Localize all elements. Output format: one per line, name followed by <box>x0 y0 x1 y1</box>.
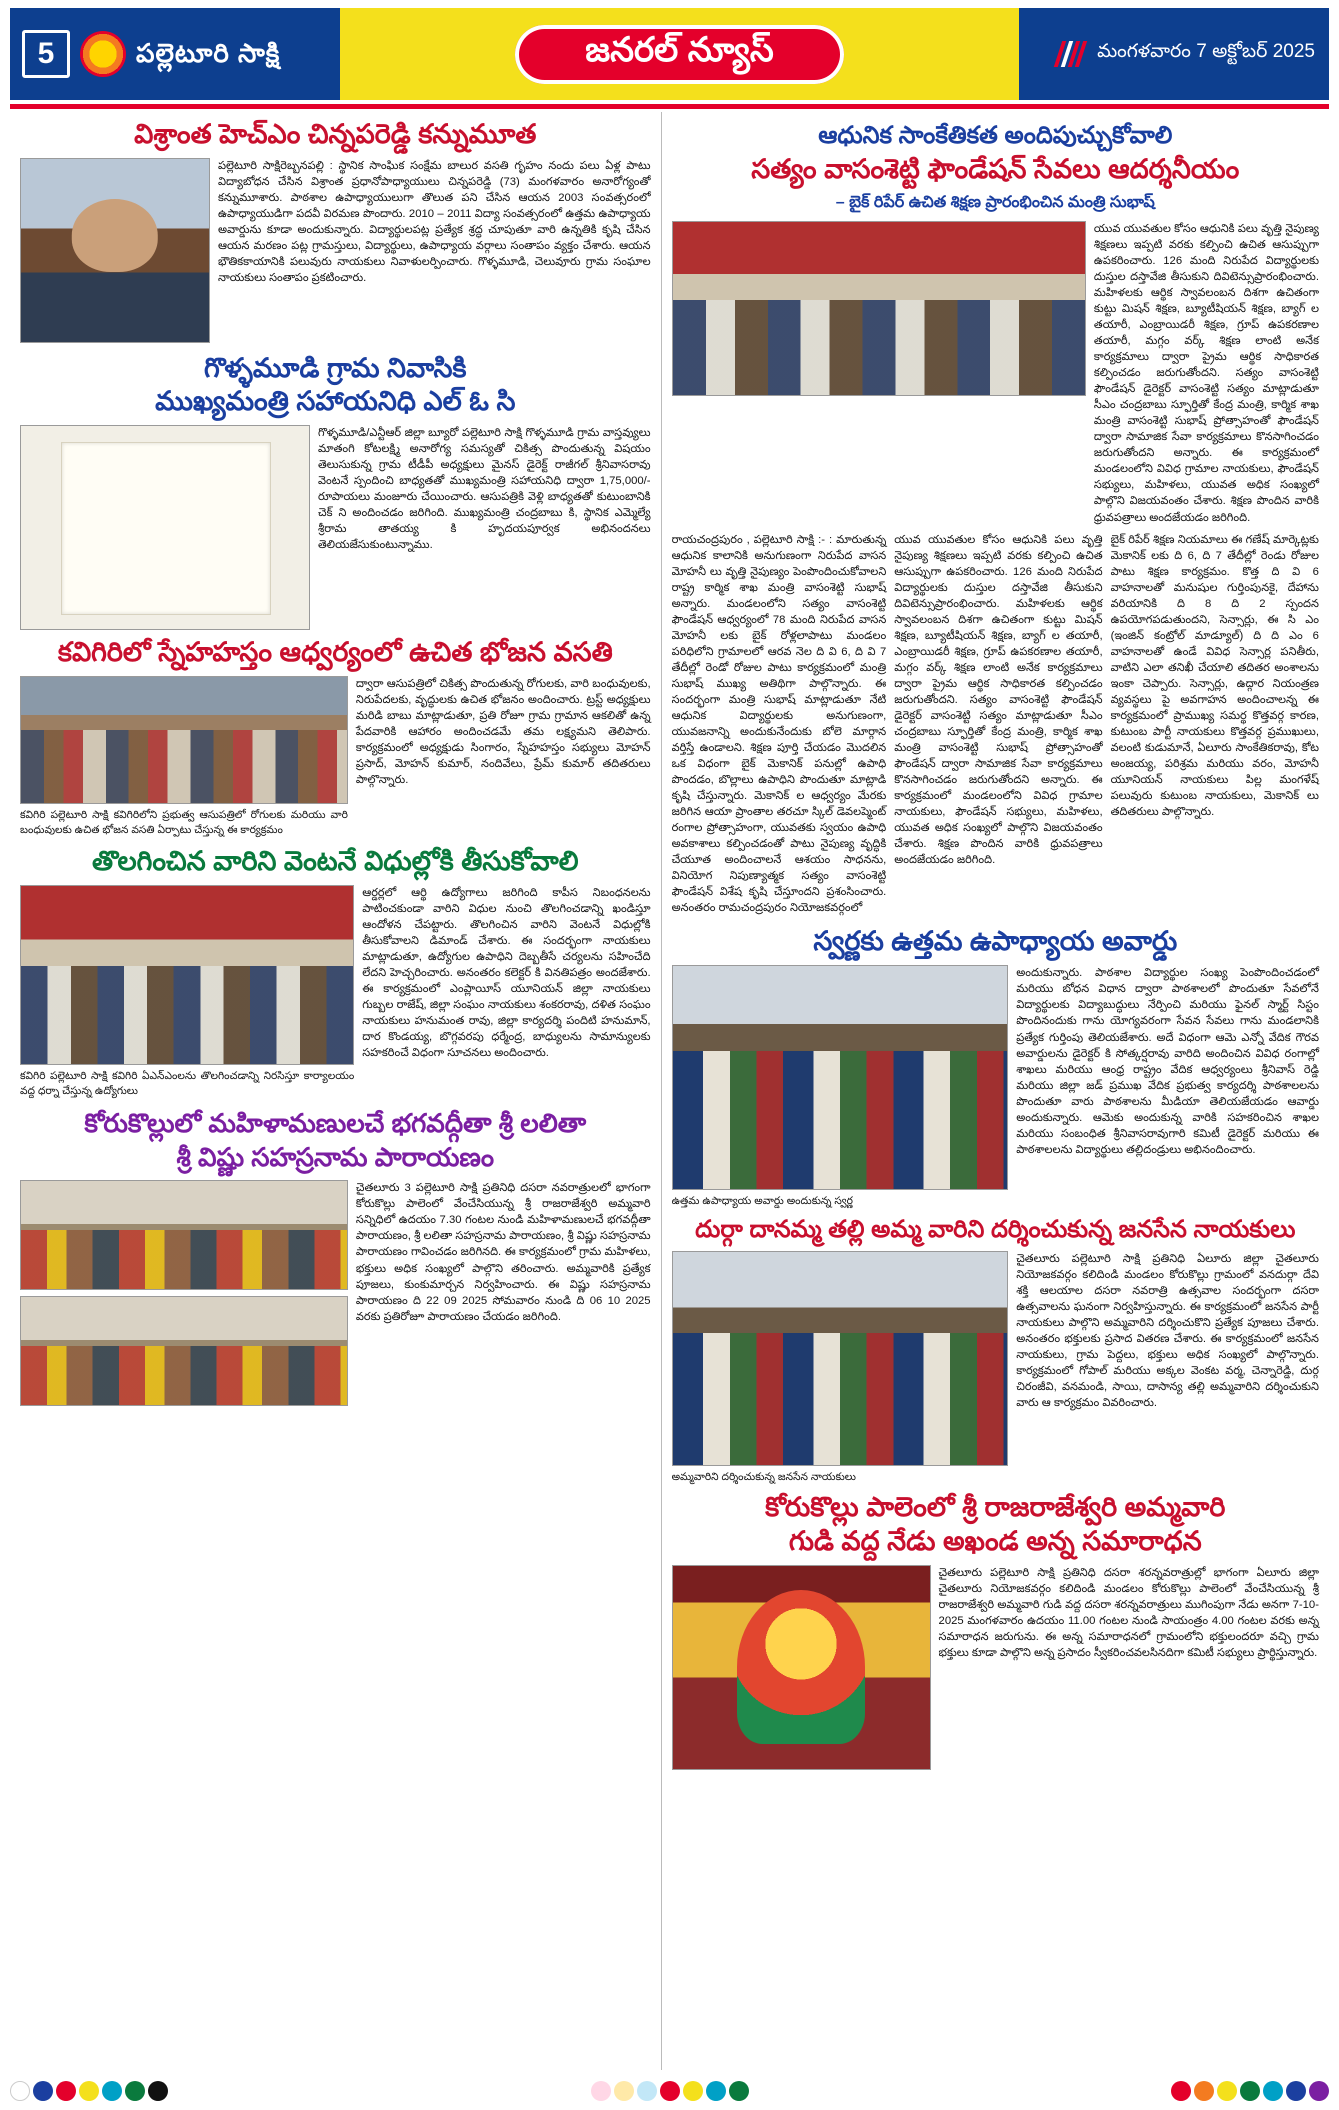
article-photo <box>20 158 210 343</box>
article-body: ద్వారా ఆసుపత్రిలో చికిత్స పొందుతున్న రోగులకు, వారి బంధువులకు, నిరుపేదలకు, వృద్ధులకు ఉచిత భోజనం అందించారు. ట్రస్ట్ అధ్యక్షులు మరిడి బాబు మాట్లాడుతూ, ప్రతి రోజూ గ్రామ గ్రామాన ఆకలితో ఉన్న పేదవారికి ఆహారం అందించడమే తమ లక్ష్యమని తెలిపారు. కార్యక్రమంలో అధ్యక్షుడు సింగారం, స్నేహహస్తం సభ్యులు మోహన్ ప్రసాద్, మోహన్ కుమార్, నందివేలు, ప్రేమ్ కుమార్ తదితరులు పాల్గొన్నారు. <box>355 677 651 786</box>
color-registration-bar <box>10 2080 1329 2102</box>
article-body: అందుకున్నారు. పాఠశాల విద్యార్థుల సంఖ్య పెంపొందించడంలో మరియు బోధన విధాన ద్వారా పాఠశాలలో పొందుతూ సేవలోనే విద్యార్థులకు విద్యాబుద్ధులు నేర్పించి మరియు ఫైనల్ స్మార్ట్ సిస్టం పొందినందుకు గాను యోగ్యవరంగా సేవన సేవలు గాను మండలానికి ప్రత్యేక గుర్తింపు తెలియజేశారు. అదే విధంగా ఆమె ఎన్నో వేదిక గౌరవ అవార్డులను డైరెక్టర్ కి సోత్కర్షరావు వారిది అందించిన వివిధ రంగాల్లో శాఖలు మరియు ఆంధ్ర రాష్ట్రం వేదిక ఆధ్వర్యంలు శ్రీనివాస్ రెడ్డి మరియు జిల్లా జడ్ ప్రముఖ వేదిక ప్రభుత్వ కార్యదర్శి పాఠశాలలను పొందుతూ వారు పాఠశాలను మీడియా తెలియజేయడం ఆవార్డు అందుకున్నారు. ఆమెకు అందుకున్న వారికి సహకరించిన శాఖల మరియు సంబంధిత శ్రీనివాసరావుగారి కమిటీ డైరెక్టర్ మరియు ఈ పాఠశాలలను విద్యార్థులు తల్లిదండ్రులు అభినందించారు. <box>1016 967 1319 1156</box>
article-cm-relief-fund <box>20 351 651 630</box>
article-headline-line2: ముఖ్యమంత్రి సహాయనిధి ఎల్ ఓ సి <box>155 385 516 416</box>
color-dots-right <box>1171 2081 1329 2101</box>
article-headline: కవిగిరిలో స్నేహహస్తం ఆధ్వర్యంలో ఉచిత భోజన వసతి <box>57 636 613 667</box>
article-body: పల్లెటూరి సాక్షిరెబ్బనపల్లి : స్థానిక సాంఘిక సంక్షేమ బాలుర వసతి గృహం నందు పలు ఏళ్ల పాటు విద్యాబోధన చేసిన విశ్రాంత ప్రధానోపాధ్యాయులు చిన్నపరెడ్డి (73) మంగళవారం అనారోగ్యంతో కన్నుమూశారు. పాఠశాల ఉపాధ్యాయులుగా తొలుత పని చేసిన ఆయన 2003 సంవత్సరంలో ఉపాధ్యాయుడిగా పదవీ విరమణ పొందారు. 2010 – 2011 విద్యా సంవత్సరంలో ఉత్తమ ఉపాధ్యాయ అవార్డును కూడా అందుకున్నారు. విద్యార్థులపట్ల ప్రత్యేక శ్రద్ధ చూపుతూ వారి ఉన్నతికి కృషి చేసిన ఆయన మరణం పట్ల గ్రామస్తులు, విద్యార్థులు, ఉపాధ్యాయ వర్గాలు సంతాపం వ్యక్తం చేశారు. ఆయన భౌతికకాయానికి పలువురు నాయకులు నివాళులర్పించారు. గొళ్ళమూడి, చెలువూరు గ్రామ సంఘాల నాయకులు సంతాపం ప్రకటించారు. <box>218 159 651 284</box>
publication-logo: పల్లెటూరి సాక్షి <box>136 38 281 69</box>
article-anna-samaradhana <box>672 1491 1319 1770</box>
article-photo <box>672 1565 931 1770</box>
article-photo <box>20 425 310 630</box>
article-photo <box>672 965 1009 1190</box>
article-kicker: ఆధునిక సాంకేతికత అందిపుచ్చుకోవాలి <box>818 122 1173 149</box>
article-chinnapareddy <box>20 118 651 343</box>
article-satyam-foundation <box>672 120 1319 916</box>
article-headline-line1: గొళ్ళమూడి గ్రామ నివాసికి <box>204 352 467 383</box>
article-subhead: – బైక్ రిపేర్ ఉచిత శిక్షణ ప్రారంభించిన మంత్రి సుభాష్ <box>835 193 1155 211</box>
article-body-col2-top: యువ యువతుల కోసం ఆధునికి పలు వృత్తి నైపుణ్య శిక్షణలు ఇప్పటి వరకు కల్పించి ఉచిత ఆసుప్పుగా ఉపకరించారు. 126 మంది నిరుపేద విద్యార్థులకు దుస్తుల దస్తావేజి తీసుకుని దివిటెన్సుప్రారంభించారు. మహిళలకు ఆర్థిక స్వావలంబన దిశగా ఉచితంగా కుట్టు మిషన్ శిక్షణ, బ్యూటీషియన్ శిక్షణ, బ్యాగ్ ల తయారీ, ఎంబ్రాయిడరీ శిక్షణ, గ్రూప్ ఉపకరణాల తయారీ, మగ్గం వర్క్ శిక్షణ లాంటి అనేక కార్యక్రమాలు ద్వారా ప్రైమ ఆర్థిక సాధికారత కల్పించడం జరుగుతోందని. సత్యం వాసంశెట్టి ఫౌండేషన్ డైరెక్టర్ వాసంశెట్టి సత్యం మాట్లాడుతూ సీఎం చంద్రబాబు స్ఫూర్తితో కేంద్ర మంత్రి, కార్మిక శాఖ మంత్రి వాసంశెట్టి సుభాష్ ప్రోత్సాహంతో ఫౌండేషన్ ద్వారా సామాజిక సేవా కార్యక్రమాలు కొనసాగించడం జరుగుతోందని అన్నారు. ఈ కార్యక్రమంలో మండలంలోని వివిధ గ్రామాల నాయకులు, ఫౌండేషన్ సభ్యులు, మహిళలు, యువత అధిక సంఖ్యలో పాల్గొని విజయవంతం చేశారు. శిక్షణ పొందిన వారికి ధ్రువపత్రాలు అందజేయడం జరిగింది. <box>1093 222 1319 524</box>
article-body-col1: రాయచంద్రపురం , పల్లెటూరి సాక్షి :- : మారుతున్న ఆధునిక కాలానికి అనుగుణంగా నిరుపేద వాసన మోహనీ లు వృత్తి నైపుణ్యం పెంపొందించుకోవాలని రాష్ట్ర కార్మిక శాఖ మంత్రి వాసంశెట్టి సుభాష్ అన్నారు. మండలంలోని సత్యం వాసంశెట్టి ఫౌండేషన్ ఆధ్వర్యంలో 78 మంది నిరుపేద వాసన మోహనీ లకు బైక్ రోళ్లలాపాటు మండలం పరిధిలోని గ్రామాలలో ఆరవ నెల ది వి 6, ది వి 7 తేదీల్లో రెండో రోజుల పాటు కార్యక్రమంలో మంత్రి సుభాష్ ముఖ్య అతిథిగా పాల్గొన్నారు. ఈ సందర్భంగా మంత్రి సుభాష్ మాట్లాడుతూ నేటి ఆధునిక విద్యార్థులకు అనుగుణంగా, యువజనాన్ని అందుకునేందుకు బోలె మార్గాన వర్తిస్తే ఉండాలని. శిక్షణ పూర్తి చేయడం మొదలిన ఒక విధంగా బైక్ మెకానిక్ పనుల్లో ఉపాధి పొందడం, బొల్లాలు ఉపాధిని పొందుతూ మాట్లాడి కృషి చేస్తున్నారు. మెకానిక్ ల ఆధ్వర్యం మేరకు జరిగిన ఆయా ప్రాంతాల తరచూ స్కిల్ డెవలప్మెంట్ రంగాల ప్రోత్సాహంగా, యువతకు స్వయం ఉపాధి అవకాశాలు కల్పించడంతో పాటు నైపుణ్య వృద్ధికి చేయూత అందించాలనే ఆశయం సాధనను, వినియోగ నిపుణ్యాత్మక సత్యం వాసంశెట్టి ఫౌండేషన్ విశేష కృషి చేస్తూందని ప్రశంసించారు. అనంతరం రామచంద్రపురం నియోజకవర్గంలో <box>671 533 887 915</box>
article-free-meals-kavigiri <box>20 636 651 837</box>
article-body: చైతలూరు పల్లెటూరి సాక్షి ప్రతినిధి ఏలూరు జిల్లా చైతలూరు నియోజకవర్గం కలిదిండి మండలం కోరుకొల్లు గ్రామంలో వనదుర్గా దేవి శక్తి ఆలయాల దసరా నవరాత్రి ఉత్సవాల సందర్భంగా దసరా ఉత్సవాలను ఘనంగా నిర్వహిస్తున్నారు. ఈ కార్యక్రమంలో జనసేన పార్టీ నాయకులు పాల్గొని అమ్మవారిని దర్శించుకొని ప్రత్యేక పూజలు చేశారు. అనంతరం భక్తులకు ప్రసాద వితరణ చేశారు. ఈ కార్యక్రమంలో జనసేన నాయకులు, గ్రామ పెద్దలు, భక్తులు అధిక సంఖ్యలో పాల్గొన్నారు. కార్యక్రమంలో గోపాల్ మరియు అక్కల వెంకట వర్మ, చెన్నారెడ్డి, దుర్గ చిరంజీవి, వనమండి, సాయి, దాసాన్య తల్లి అమ్మవారిని దర్శించుకుని వారు ఆ కార్యక్రమం వివరించారు. <box>1016 1253 1319 1410</box>
color-dots-left <box>10 2081 168 2101</box>
photo-caption: కవిగిరి పల్లెటూరి సాక్షి కవిగిరి ఏఎన్ఎంలను తొలగించడాన్ని నిరసిస్తూ కార్యాలయం వద్ద ధర్నా చేస్తున్న ఉద్యోగులు <box>20 1070 355 1097</box>
section-banner: జనరల్ న్యూస్ <box>515 25 843 84</box>
article-body: చైతలూరు 3 పల్లెటూరి సాక్షి ప్రతినిధి దసరా నవరాత్రులలో భాగంగా కోరుకొల్లు పాలెంలో వేంచేసియున్న శ్రీ రాజరాజేశ్వరి అమ్మవారి సన్నిధిలో ఉదయం 7.30 గంటల నుండి మహిళామణులచే భగవద్గీతా పారాయణం, శ్రీ లలితా సహస్రనామ పారాయణం, శ్రీ విష్ణు సహస్రనామ పారాయణం గావించడం జరిగినది. ఈ కార్యక్రమంలో గ్రామ మహిళలు, భక్తులు అధిక సంఖ్యలో పాల్గొని తరించారు. అమ్మవారికి ప్రత్యేక పూజలు, కుంకుమార్చన నిర్వహించారు. ఈ విష్ణు సహస్రనామ పారాయణం ది 22 09 2025 సోమవారం నుండి ది 06 10 2025 వరకు ప్రతిరోజూ పారాయణం చేయడం జరిగింది. <box>355 1182 651 1323</box>
masthead-center <box>340 8 1019 100</box>
article-headline-line1: కోరుకొల్లులో మహిళామణులచే భగవద్గీతా శ్రీ లలితా <box>84 1107 587 1138</box>
masthead-right <box>1019 8 1329 100</box>
color-dots-mid <box>591 2081 749 2101</box>
article-best-teacher-award <box>672 924 1319 1209</box>
article-photo <box>672 1251 1009 1466</box>
article-body-col3: బైక్ రిపేర్ శిక్షణ నియమాలు ఈ గణేష్ మార్కెట్లకు మెకానిక్ లకు ది 6, ది 7 తేదీల్లో రెండు రోజుల పాటు శిక్షణ కార్యక్రమం. కొత్త ది వి 6 వాహనాలతో మనుషుల గుర్తింపునకై, దేహాను వరియానికి ది 8 ది 2 స్పందన ఉపయోగపడుతుందని, సెన్సార్లు, ఈ సి ఎం (ఇంజిన్ కంట్రోల్ మాడ్యూల్) ది ది ఎం 6 వాహనాలతో ఉండే వివిధ సెన్సార్ల పనితీరు, వాటిని ఎలా తనిఖీ చేయాలి తదితర అంశాలను ఇంకా చెప్పారు. సెన్సార్లు, ఉద్గార నియంత్రణ వ్యవస్థలు పై అవగాహన అందించాలన్న ఈ కార్యక్రమంలో ప్రాముఖ్య సమర్థ కొత్తవర్గ కారణ, కుటుంబ పార్టీ నాయకులు కొత్తవర్గ ప్రముఖులు, వలంటి కుడుమానే, ఏలూరు సాంకేతికరావు, కోట అంజయ్య, పరిశ్రమ మరియు వరం, మోహనీ యూనియన్ నాయకులు పిల్ల మంగళేష్ పలువురు కుటుంబ నాయకులు, మెకానిక్ లు తదితరులు పాల్గొన్నారు. <box>1110 533 1319 819</box>
article-body-col2: యువ యువతుల కోసం ఆధునికి పలు వృత్తి నైపుణ్య శిక్షణలు ఇప్పటి వరకు కల్పించి ఉచిత ఆసుప్పుగా ఉపకరించారు. 126 మంది నిరుపేద విద్యార్థులకు దుస్తుల దస్తావేజి తీసుకుని దివిటెన్సుప్రారంభించారు. మహిళలకు ఆర్థిక స్వావలంబన దిశగా ఉచితంగా కుట్టు మిషన్ శిక్షణ, బ్యూటీషియన్ శిక్షణ, బ్యాగ్ ల తయారీ, ఎంబ్రాయిడరీ శిక్షణ, గ్రూప్ ఉపకరణాల తయారీ, మగ్గం వర్క్ శిక్షణ లాంటి అనేక కార్యక్రమాలు ద్వారా ప్రైమ ఆర్థిక సాధికారత కల్పించడం జరుగుతోందని. సత్యం వాసంశెట్టి ఫౌండేషన్ డైరెక్టర్ వాసంశెట్టి సత్యం మాట్లాడుతూ సీఎం చంద్రబాబు స్ఫూర్తితో కేంద్ర మంత్రి, కార్మిక శాఖ మంత్రి వాసంశెట్టి సుభాష్ ప్రోత్సాహంతో ఫౌండేషన్ ద్వారా సామాజిక సేవా కార్యక్రమాలు కొనసాగించడం జరుగుతోందని అన్నారు. ఈ కార్యక్రమంలో మండలంలోని వివిధ గ్రామాల నాయకులు, ఫౌండేషన్ సభ్యులు, మహిళలు, యువత అధిక సంఖ్యలో పాల్గొని విజయవంతం చేశారు. శిక్షణ పొందిన వారికి ధ్రువపత్రాలు అందజేయడం జరిగింది. <box>894 533 1103 867</box>
article-headline: విశ్రాంత హెచ్ఎం చిన్నపరెడ్డి కన్నుమూత <box>134 119 537 149</box>
photo-caption: అమ్మవారిని దర్శించుకున్న జనసేన నాయకులు <box>671 1471 856 1484</box>
photo-caption: కవిగిరి పల్లెటూరి సాక్షి కవిగిరిలోని ప్రభుత్వ ఆసుపత్రిలో రోగులకు మరియు వారి బంధువులకు ఉచిత భోజన వసతి ఏర్పాటు చేస్తున్న ఈ కార్యక్రమం <box>20 808 348 836</box>
article-headline-line2: శ్రీ విష్ణు సహస్రనామ పారాయణం <box>176 1141 495 1172</box>
article-headline: సత్యం వాసంశెట్టి ఫౌండేషన్ సేవలు ఆదర్శనీయం <box>751 154 1240 185</box>
masthead-left <box>10 8 340 100</box>
article-photo <box>672 221 1086 396</box>
article-photo <box>20 676 348 804</box>
masthead-rule <box>10 104 1329 109</box>
page-number: 5 <box>22 30 70 78</box>
left-column <box>10 112 662 2070</box>
article-photo-bottom <box>20 1296 348 1406</box>
article-headline-line2: గుడి వద్ద నేడు అఖండ అన్న సమారాధన <box>788 1525 1202 1556</box>
article-photo-top <box>20 1180 348 1290</box>
right-column <box>662 112 1329 2070</box>
article-body: ఆర్డర్లలో ఆర్థి ఉద్యోగాలు జరిగింది కాపీస నిబంధనలను పాటించకుండా వారిని విధుల నుంచి తొలగించడాన్ని ఖండిస్తూ ఆందోళన చేపట్టారు. తొలగించిన వారిని వెంటనే విధుల్లోకి తీసుకోవాలని డిమాండ్ చేశారు. ఈ సందర్భంగా నాయకులు మాట్లాడుతూ, ఉద్యోగుల ఉపాధిని దెబ్బతీసే చర్యలను సహించేది లేదని హెచ్చరించారు. అనంతరం కలెక్టర్ కి వినతిపత్రం అందజేశారు. ఈ కార్యక్రమంలో ఎంప్లాయీస్ యూనియన్ జిల్లా నాయకులు గుబ్బల రాజేష్, జిల్లా సంఘం నాయకులు శంకరరావు, దళిత సంఘం నాయకులు హనుమంత రావు, జిల్లా కార్యదర్శి పందిటి హనుమాన్, దార కొండయ్య, బొగ్గవరపు ధర్మేంద్ర, బాధ్యులను సామాన్యులకు సహకరించే విధంగా సూచనలు అందించారు. <box>362 887 651 1060</box>
article-bhagavadgita-parayanam <box>20 1107 651 1407</box>
article-headline: దుర్గా దానమ్మ తల్లి అమ్మ వారిని దర్శించుకున్న జనసేన నాయకులు <box>695 1216 1296 1244</box>
article-photo <box>20 885 354 1065</box>
photo-caption: ఉత్తమ ఉపాధ్యాయ అవార్డు అందుకున్న స్వర్ణ <box>671 1195 853 1208</box>
article-body: గొళ్ళమూడి/ఎన్టీఆర్ జిల్లా బ్యూరో పల్లెటూరి సాక్షి గొళ్ళమూడి గ్రామ వాస్తవ్యులు మాతంగి కోటలక్ష్మి అనారోగ్య సమస్యతో చికిత్స పొందుతున్న విషయం తెలుసుకున్న గ్రామ టీడీపీ అధ్యక్షులు మైనస్ డైరెక్ట్ రాజీగల్ శ్రీనివాసరావు వెంటనే స్పందించి బాధ్యతతో ముఖ్యమంత్రి సహాయనిధి ద్వారా 1,75,000/- రూపాయలు మంజూరు చేయించారు. ఆసుపత్రికి వెళ్లి బాధ్యతతో కుటుంబానికి చెక్ ని అందించడం జరిగింది. ముఖ్యమంత్రి చంద్రబాబు కి, స్థానిక ఎమ్మెల్యే శ్రీరామ తాతయ్య కి హృదయపూర్వక అభినందనలు తెలియజేసుకుంటున్నాము. <box>318 426 651 552</box>
article-headline-line1: కోరుకొల్లు పాలెంలో శ్రీ రాజరాజేశ్వరి అమ్మవారి <box>765 1492 1226 1523</box>
article-headline: తొలగించిన వారిని వెంటనే విధుల్లోకి తీసుకోవాలి <box>92 846 579 877</box>
sun-logo-icon <box>80 31 126 77</box>
article-reinstate-workers <box>20 845 651 1098</box>
stripe-decoration-icon <box>1058 41 1083 67</box>
article-body: చైతలూరు పల్లెటూరి సాక్షి ప్రతినిధి దసరా శరన్నవరాత్రుల్లో భాగంగా ఏలూరు జిల్లా చైతలూరు నియోజకవర్గం కలిదిండి మండలం కోరుకొల్లు పాలెంలో వేంచేసియున్న శ్రీ రాజరాజేశ్వరి అమ్మవారి గుడి వద్ద దసరా శరన్నవరాత్రులు ముగింపుగా నేడు అనగా 7-10-2025 మంగళవారం ఉదయం 11.00 గంటల నుండి సాయంత్రం 4.00 గంటల వరకు అన్న సమారాధన జరుగును. ఈ అన్న సమారాధనలో గ్రామంలోని భక్తులందరూ వచ్చి గ్రామ భక్తులు కూడా పాల్గొని అన్న ప్రసాదం స్వీకరించవలసినదిగా కమిటీ సభ్యులు ప్రార్థిస్తున్నారు. <box>938 1566 1319 1659</box>
page-content <box>10 112 1329 2070</box>
article-janasena-temple-visit <box>672 1215 1319 1485</box>
masthead <box>10 8 1329 100</box>
article-headline: స్వర్ణకు ఉత్తమ ఉపాధ్యాయ అవార్డు <box>813 926 1178 957</box>
issue-date: మంగళవారం 7 అక్టోబర్ 2025 <box>1097 41 1315 62</box>
